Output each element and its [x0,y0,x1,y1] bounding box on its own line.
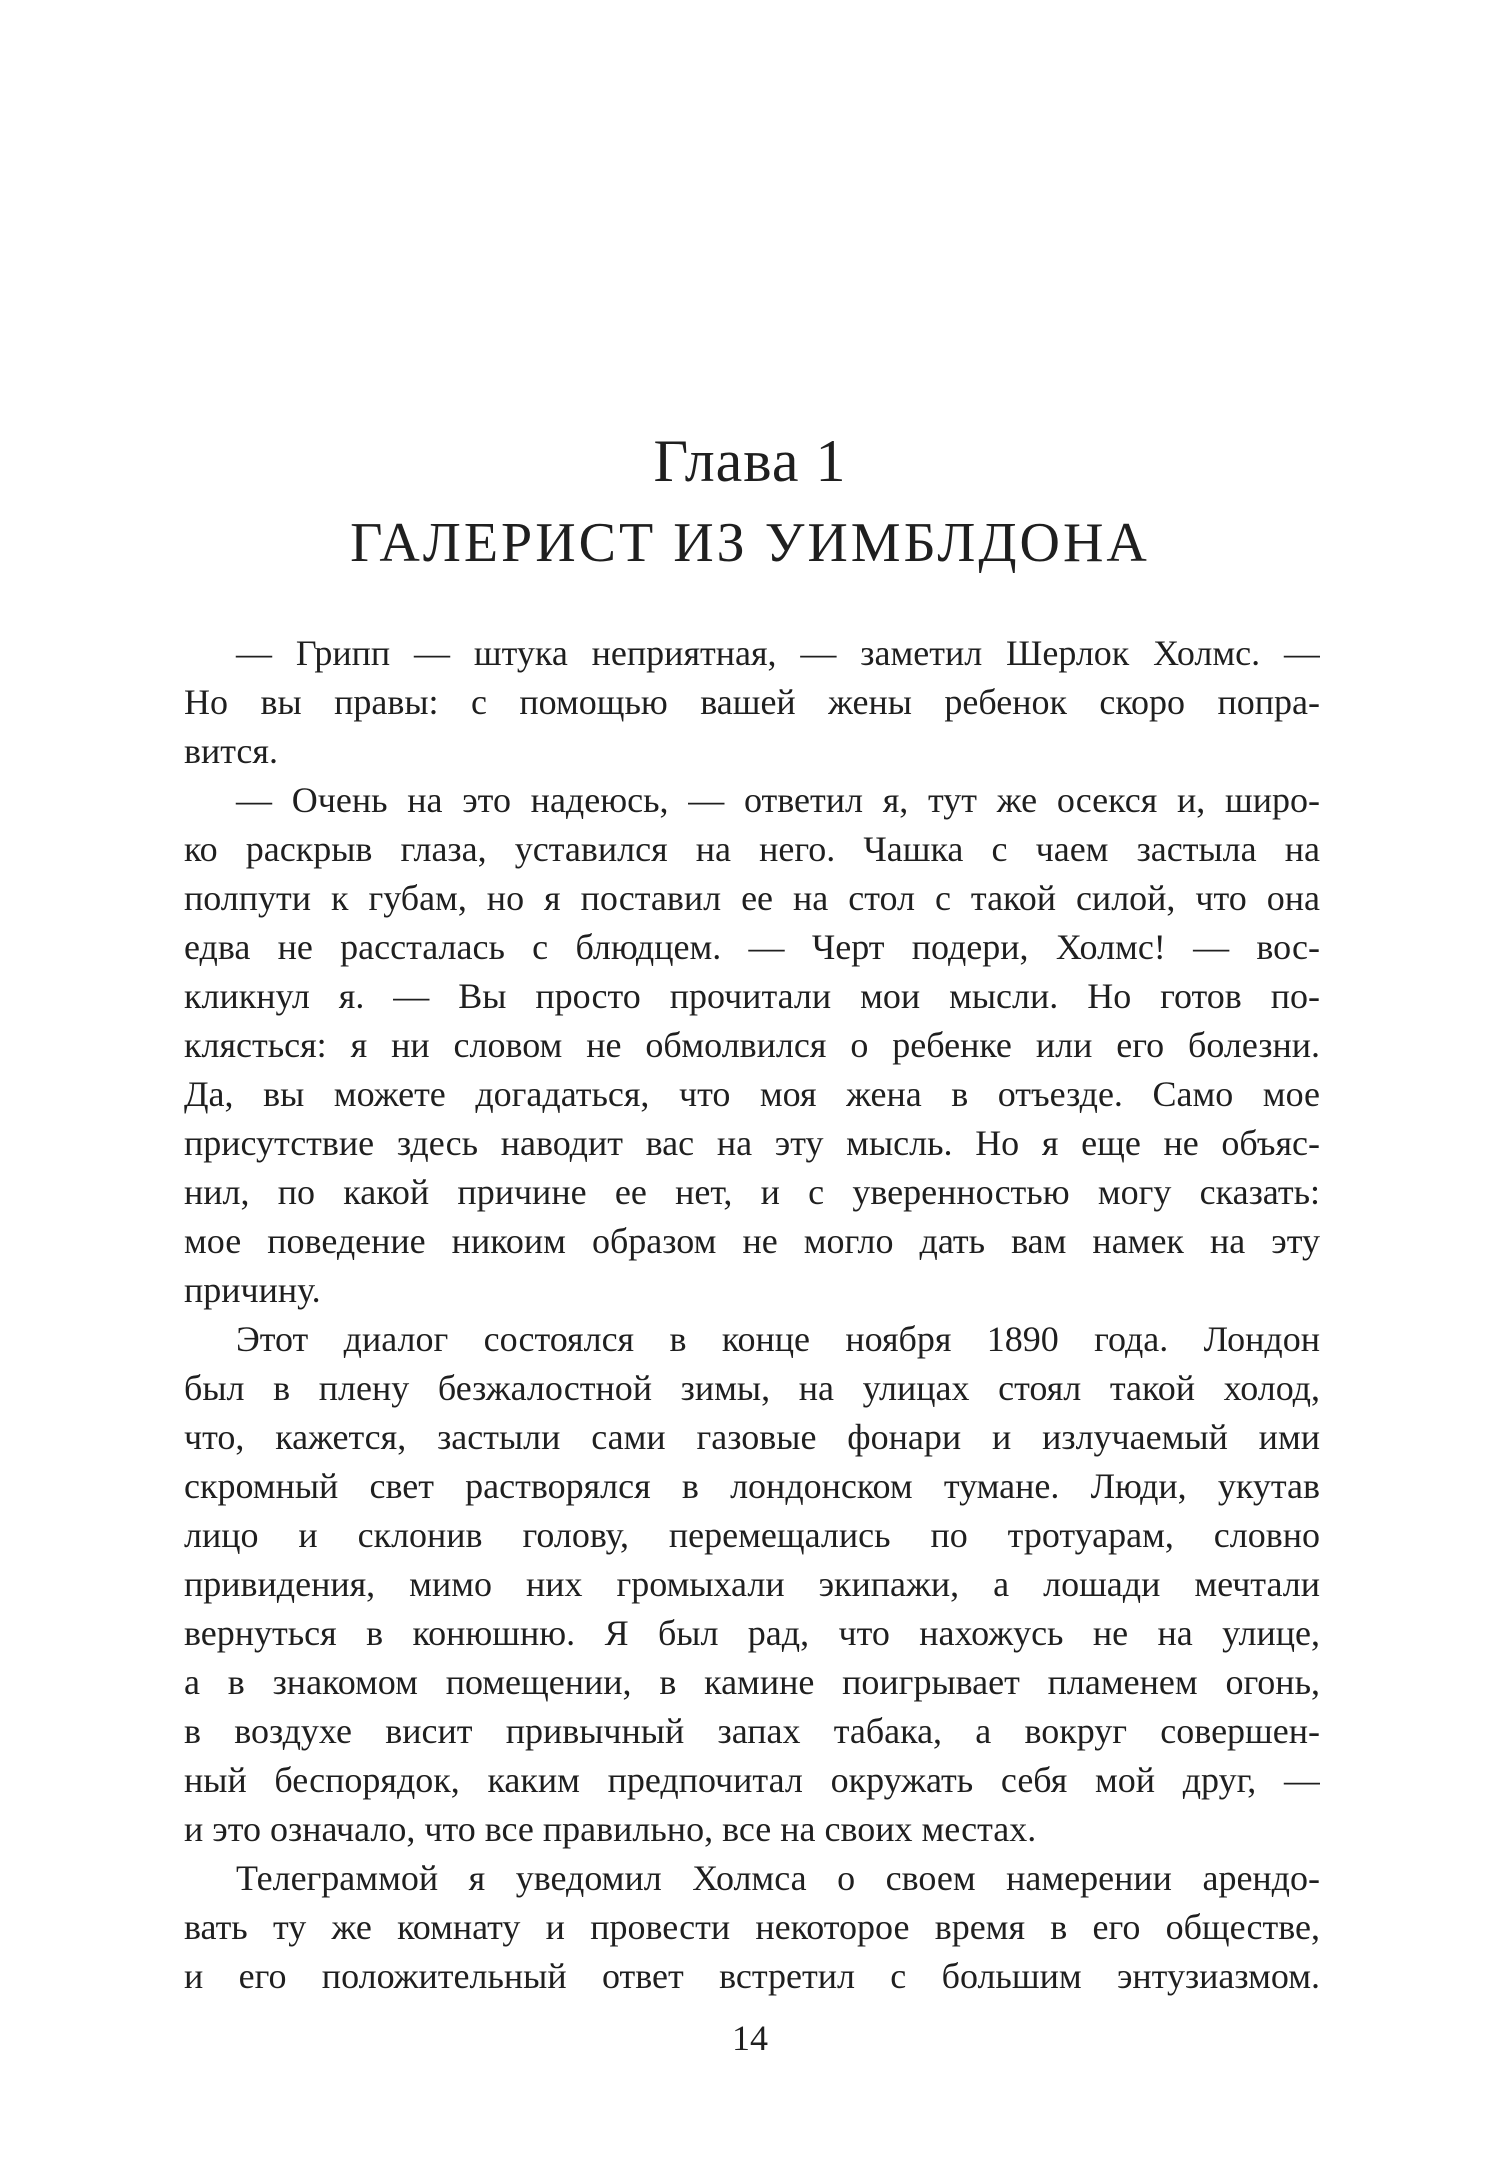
text-line: — Грипп — штука неприятная, — заметил Шерлок Холмс. — [236,633,1320,673]
chapter-title: ГАЛЕРИСТ ИЗ УИМБЛДОНА [350,512,1150,574]
text-line: — Очень на это надеюсь, — ответил я, тут же осекся и, широ- [236,780,1320,820]
text-line: присутствие здесь наводит вас на эту мысль. Но я еще не объяс- [184,1123,1320,1163]
text-line: мое поведение никоим образом не могло дать вам намек на эту [184,1221,1320,1261]
body-text [184,629,1320,2001]
text-line: лицо и склонив голову, перемещались по тротуарам, словно [184,1515,1320,1555]
text-line: ко раскрыв глаза, уставился на него. Чашка с чаем застыла на [184,829,1320,869]
text-line: что, кажется, застыли сами газовые фонари и излучаемый ими [184,1417,1320,1457]
text-line: Но вы правы: с помощью вашей жены ребенок скоро попра- [184,682,1320,722]
text-line: вать ту же комнату и провести некоторое время в его обществе, [184,1907,1320,1947]
text-line: Телеграммой я уведомил Холмса о своем намерении арендо- [236,1858,1320,1898]
text-line: полпути к губам, но я поставил ее на стол с такой силой, что она [184,878,1320,918]
text-line: кликнул я. — Вы просто прочитали мои мысли. Но готов по- [184,976,1320,1016]
text-line: Этот диалог состоялся в конце ноября 1890 года. Лондон [236,1319,1320,1359]
text-line: и его положительный ответ встретил с большим энтузиазмом. [184,1956,1320,1996]
text-line: вернуться в конюшню. Я был рад, что нахожусь не на улице, [184,1613,1320,1653]
text-line: вится. [184,731,278,771]
text-line: а в знакомом помещении, в камине поигрывает пламенем огонь, [184,1662,1320,1702]
text-line: клясться: я ни словом не обмолвился о ребенке или его болезни. [184,1025,1320,1065]
text-line: ный беспорядок, каким предпочитал окружать себя мой друг, — [184,1760,1320,1800]
text-line: Да, вы можете догадаться, что моя жена в отъезде. Само мое [184,1074,1320,1114]
text-line: и это означало, что все правильно, все на своих местах. [184,1809,1037,1849]
text-line: скромный свет растворялся в лондонском тумане. Люди, укутав [184,1466,1320,1506]
text-line: едва не рассталась с блюдцем. — Черт подери, Холмс! — вос- [184,927,1320,967]
text-line: в воздухе висит привычный запах табака, а вокруг совершен- [184,1711,1320,1751]
page-number: 14 [732,2018,768,2058]
text-line: был в плену безжалостной зимы, на улицах стоял такой холод, [184,1368,1320,1408]
text-line: причину. [184,1270,321,1310]
chapter-number: Глава 1 [653,428,847,494]
text-line: привидения, мимо них громыхали экипажи, а лошади мечтали [184,1564,1320,1604]
text-line: нил, по какой причине ее нет, и с уверенностью могу сказать: [184,1172,1320,1212]
